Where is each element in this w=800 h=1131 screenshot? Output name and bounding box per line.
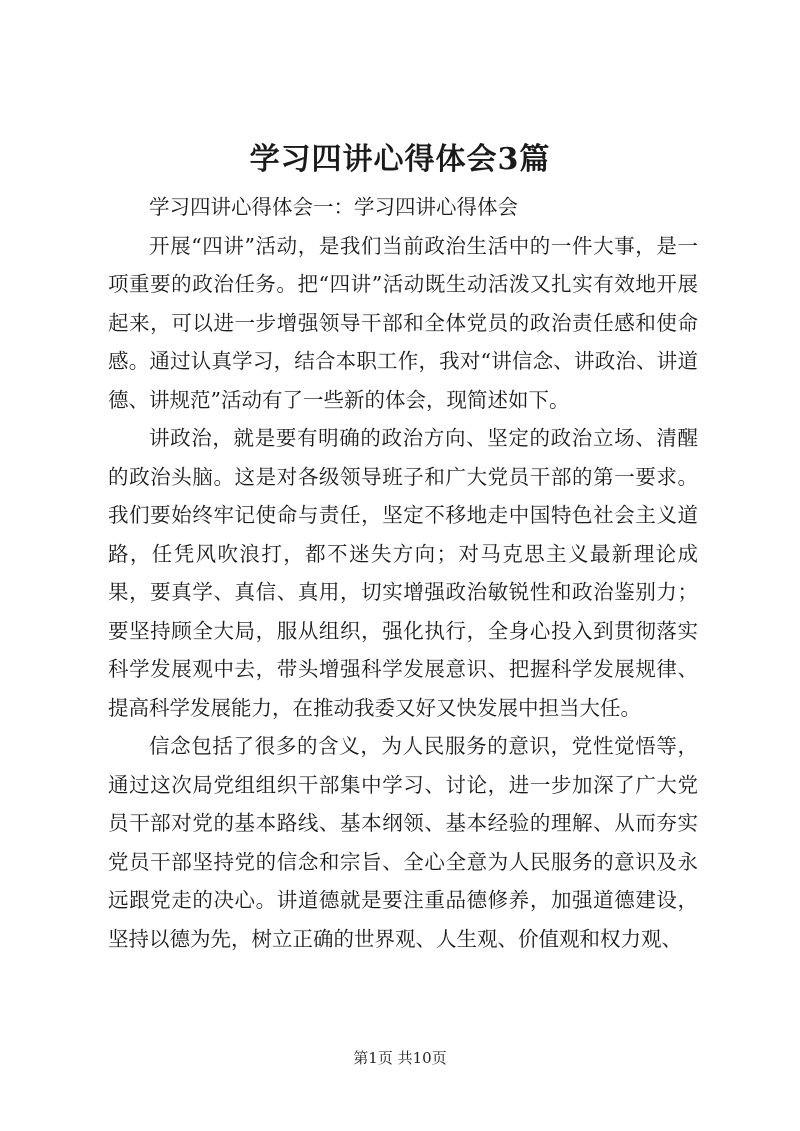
page-number: 第1页 共10页 — [353, 1049, 447, 1067]
paragraph-1: 开展“四讲”活动，是我们当前政治生活中的一件大事，是一项重要的政治任务。把“四讲”活动既生动活泼又扎实有效地开展起来，可以进一步增强领导干部和全体党员的政治责任感和使命感。通过认真学习，结合本职工作，我对“讲信念、讲政治、讲道德、讲规范”活动有了一些新的体会，现简述如下。 — [108, 233, 698, 412]
paragraph-2: 讲政治，就是要有明确的政治方向、坚定的政治立场、清醒的政治头脑。这是对各级领导班子和广大党员干部的第一要求。我们要始终牢记使命与责任，坚定不移地走中国特色社会主义道路，任凭风吹浪打，都不迷失方向；对马克思主义最新理论成果，要真学、真信、真用，切实增强政治敏锐性和政治鉴别力；要坚持顾全大局，服从组织，强化执行，全身心投入到贯彻落实科学发展观中去，带头增强科学发展意识、把握科学发展规律、提高科学发展能力，在推动我委又好又快发展中担当大任。 — [108, 426, 698, 720]
document-body — [108, 188, 698, 958]
paragraph-3: 信念包括了很多的含义，为人民服务的意识，党性觉悟等，通过这次局党组组织干部集中学习、讨论，进一步加深了广大党员干部对党的基本路线、基本纲领、基本经验的理解、从而夯实党员干部坚持党的信念和宗旨、全心全意为人民服务的意识及永远跟党走的决心。讲道德就是要注重品德修养，加强道德建设，坚持以德为先，树立正确的世界观、人生观、价值观和权力观、 — [108, 734, 698, 951]
document-title: 学习四讲心得体会3篇 — [249, 142, 551, 177]
page-footer — [0, 1048, 800, 1068]
document-subtitle: 学习四讲心得体会一：学习四讲心得体会 — [149, 195, 518, 219]
